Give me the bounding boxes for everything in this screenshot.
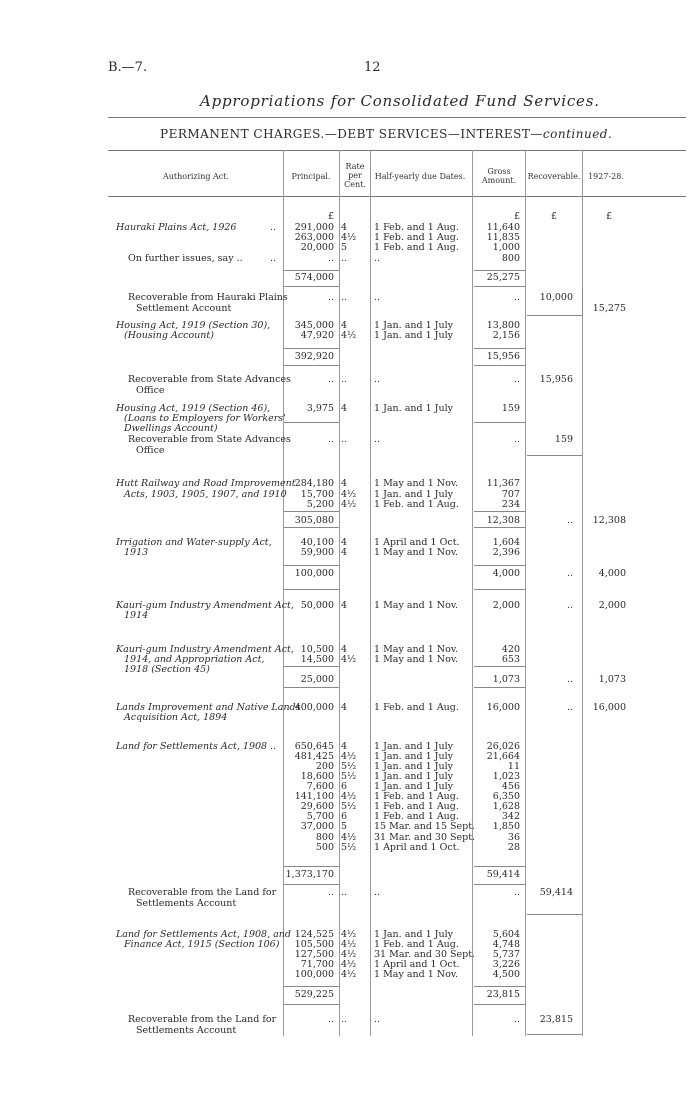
principal-cell: 59,900 (300, 547, 334, 558)
gross-cell: 23,815 (486, 989, 520, 1000)
dates-cell: 1 Feb. and 1 Aug. (374, 232, 459, 243)
principal-cell: 392,920 (294, 351, 334, 362)
gross-cell: 13,800 (486, 320, 520, 331)
gross-cell: 11 (507, 761, 520, 772)
dates-cell: 1 April and 1 Oct. (374, 537, 460, 548)
rate-cell: 4½ (341, 791, 357, 802)
principal-cell: 127,500 (294, 949, 334, 960)
recoverable-rule (527, 914, 582, 915)
gross-cell: 420 (501, 644, 520, 655)
subtotal-rule (474, 986, 525, 987)
gross-cell: 28 (507, 842, 520, 853)
dates-cell: .. (374, 374, 381, 385)
recoverable-cell: .. (566, 674, 573, 685)
col-head-recoverable: Recoverable. (527, 172, 581, 181)
act-text: Settlement Account (136, 303, 232, 314)
rate-cell: 4½ (341, 939, 357, 950)
rate-cell: 4 (341, 702, 348, 713)
col-head-act: Authorizing Act. (162, 172, 230, 181)
subtotal-rule (284, 511, 339, 512)
principal-cell: 100,000 (294, 969, 334, 980)
act-text: 1914, and Appropriation Act, (124, 654, 265, 665)
act-text: Lands Improvement and Native Lands (116, 702, 301, 713)
title-rule (108, 117, 686, 118)
subtotal-rule (474, 511, 525, 512)
principal-cell: 800 (315, 832, 334, 843)
act-text: Recoverable from the Land for (128, 887, 277, 898)
col-head-gross: Gross Amount. (481, 167, 517, 185)
dates-cell: 1 Feb. and 1 Aug. (374, 811, 459, 822)
dates-cell: 1 Jan. and 1 July (374, 320, 453, 331)
act-text: 1914 (124, 610, 149, 621)
rate-cell: .. (341, 292, 348, 303)
gross-cell: 456 (501, 781, 520, 792)
principal-cell: 7,600 (306, 781, 334, 792)
dates-cell: 1 Jan. and 1 July (374, 781, 453, 792)
principal-cell: 47,920 (300, 330, 334, 341)
col-head-principal: Principal. (291, 172, 331, 181)
dates-cell: 1 Jan. and 1 July (374, 771, 453, 782)
principal-cell: .. (327, 374, 334, 385)
subtotal-rule (474, 1004, 525, 1005)
rate-cell: 5½ (341, 761, 357, 772)
dates-cell: 1 Jan. and 1 July (374, 741, 453, 752)
rate-cell: 4½ (341, 654, 357, 665)
act-text: Settlements Account (136, 898, 237, 909)
rate-cell: 4 (341, 478, 348, 489)
rate-cell: 4½ (341, 751, 357, 762)
principal-cell: 15,700 (300, 489, 334, 500)
act-text: Kauri-gum Industry Amendment Act, (116, 600, 294, 611)
principal-cell: 5,700 (306, 811, 334, 822)
principal-cell: 5,200 (306, 499, 334, 510)
principal-cell: 25,000 (300, 674, 334, 685)
dates-cell: 1 May and 1 Nov. (374, 969, 459, 980)
gross-cell: 5,737 (492, 949, 520, 960)
rate-cell: 6 (341, 811, 348, 822)
currency-principal: £ (327, 211, 334, 222)
principal-cell: 71,700 (300, 959, 334, 970)
subtotal-rule (474, 666, 525, 667)
dates-cell: .. (374, 253, 381, 264)
gross-cell: 15,956 (486, 351, 520, 362)
gross-cell: 11,835 (486, 232, 520, 243)
dates-cell: 1 Feb. and 1 Aug. (374, 499, 459, 510)
act-text: Kauri-gum Industry Amendment Act, (116, 644, 294, 655)
dates-cell: 1 May and 1 Nov. (374, 644, 459, 655)
rate-cell: 4½ (341, 929, 357, 940)
gross-cell: 59,414 (486, 869, 520, 880)
col-head-year: 1927-28. (588, 172, 624, 181)
bracket (582, 287, 583, 315)
gross-cell: 1,628 (492, 801, 520, 812)
recoverable-rule (527, 315, 582, 316)
subtotal-rule (474, 270, 525, 271)
gross-cell: 4,748 (492, 939, 520, 950)
act-text: On further issues, say .. (128, 253, 243, 264)
act-text: Office (136, 385, 165, 396)
gross-cell: 2,156 (492, 330, 520, 341)
gross-cell: 26,026 (486, 741, 520, 752)
rate-cell: 4½ (341, 489, 357, 500)
gross-cell: 25,275 (486, 272, 520, 283)
principal-cell: 20,000 (300, 242, 334, 253)
principal-cell: 105,500 (294, 939, 334, 950)
year-cell: 15,275 (592, 303, 626, 314)
act-text: (Housing Account) (124, 330, 214, 341)
col-divider (525, 150, 526, 1036)
subtotal-rule (284, 884, 339, 885)
gross-cell: 11,367 (486, 478, 520, 489)
act-text: Land for Settlements Act, 1908, and (116, 929, 291, 940)
gross-cell: 234 (501, 499, 520, 510)
rate-cell: .. (341, 1014, 348, 1025)
subtotal-rule (474, 565, 525, 566)
principal-cell: 345,000 (294, 320, 334, 331)
act-text: Hauraki Plains Act, 1926 (116, 222, 237, 233)
principal-cell: 400,000 (294, 702, 334, 713)
subtotal-rule (474, 527, 525, 528)
act-text: 1913 (124, 547, 149, 558)
rate-cell: 4½ (341, 832, 357, 843)
rate-cell: 5½ (341, 801, 357, 812)
currency-year: £ (605, 211, 613, 222)
gross-cell: 159 (501, 403, 520, 414)
year-cell: 16,000 (592, 702, 626, 713)
rate-cell: 4 (341, 741, 348, 752)
dates-cell: .. (374, 434, 381, 445)
rate-cell: 4 (341, 600, 348, 611)
principal-cell: .. (327, 1014, 334, 1025)
rate-cell: 4 (341, 320, 348, 331)
leader-dots: .. (270, 741, 277, 752)
col-divider (370, 150, 371, 1036)
dates-cell: 1 Feb. and 1 Aug. (374, 801, 459, 812)
principal-cell: 40,100 (300, 537, 334, 548)
gross-cell: 653 (501, 654, 520, 665)
section-subtitle (160, 127, 612, 141)
principal-cell: .. (327, 434, 334, 445)
subtotal-rule (474, 286, 525, 287)
recoverable-cell: 15,956 (539, 374, 573, 385)
act-text: Recoverable from State Advances (128, 434, 291, 445)
act-text: Acts, 1903, 1905, 1907, and 1910 (124, 489, 287, 500)
rate-cell: .. (341, 434, 348, 445)
gross-cell: 1,000 (492, 242, 520, 253)
dates-cell: 1 Jan. and 1 July (374, 751, 453, 762)
subtotal-rule (284, 986, 339, 987)
rate-cell: 4½ (341, 959, 357, 970)
document-code: B.—7. (108, 60, 148, 75)
subtotal-rule (284, 866, 339, 867)
rate-cell: 4½ (341, 949, 357, 960)
act-text: 1918 (Section 45) (124, 664, 210, 675)
subtotal-rule (474, 365, 525, 366)
recoverable-cell: .. (566, 568, 573, 579)
principal-cell: .. (327, 887, 334, 898)
gross-cell: 1,023 (492, 771, 520, 782)
act-text: Acquisition Act, 1894 (124, 712, 228, 723)
rate-cell: 4 (341, 547, 348, 558)
principal-cell: 29,600 (300, 801, 334, 812)
rate-cell: 4 (341, 222, 348, 233)
principal-cell: 10,500 (300, 644, 334, 655)
recoverable-cell: 59,414 (539, 887, 573, 898)
gross-cell: 6,350 (492, 791, 520, 802)
rate-cell: 6 (341, 781, 348, 792)
principal-cell: 100,000 (294, 568, 334, 579)
recoverable-rule (527, 455, 582, 456)
year-cell: 4,000 (598, 568, 626, 579)
subtotal-rule (284, 527, 339, 528)
subtotal-rule (474, 884, 525, 885)
dates-cell: .. (374, 1014, 381, 1025)
dates-cell: 15 Mar. and 15 Sept. (374, 821, 476, 832)
principal-cell: 200 (315, 761, 334, 772)
gross-cell: 1,604 (492, 537, 520, 548)
gross-cell: 4,500 (492, 969, 520, 980)
rate-cell: .. (341, 253, 348, 264)
principal-cell: 263,000 (294, 232, 334, 243)
subtotal-rule (284, 270, 339, 271)
dates-cell: 1 Feb. and 1 Aug. (374, 222, 459, 233)
gross-cell: .. (513, 374, 520, 385)
dates-cell: 1 April and 1 Oct. (374, 959, 460, 970)
rate-cell: 5 (341, 821, 348, 832)
subtotal-rule (474, 687, 525, 688)
act-text: Recoverable from State Advances (128, 374, 291, 385)
dates-cell: 1 May and 1 Nov. (374, 654, 459, 665)
dates-cell: 1 Jan. and 1 July (374, 330, 453, 341)
gross-cell: 4,000 (492, 568, 520, 579)
dates-cell: .. (374, 887, 381, 898)
gross-cell: 3,226 (492, 959, 520, 970)
rate-cell: 4½ (341, 499, 357, 510)
dates-cell: 31 Mar. and 30 Sept. (374, 949, 476, 960)
dates-cell: 1 Jan. and 1 July (374, 929, 453, 940)
rate-cell: 4½ (341, 330, 357, 341)
dates-cell: 1 May and 1 Nov. (374, 478, 459, 489)
principal-cell: 291,000 (294, 222, 334, 233)
recoverable-cell: 10,000 (539, 292, 573, 303)
gross-cell: 342 (501, 811, 520, 822)
dates-cell: 1 May and 1 Nov. (374, 547, 459, 558)
rate-cell: 5½ (341, 842, 357, 853)
gross-cell: 21,664 (486, 751, 520, 762)
act-text: Housing Act, 1919 (Section 46), (116, 403, 271, 414)
act-text: Recoverable from the Land for (128, 1014, 277, 1025)
subtotal-rule (474, 348, 525, 349)
dates-cell: 1 Feb. and 1 Aug. (374, 702, 459, 713)
gross-cell: .. (513, 434, 520, 445)
principal-cell: 1,373,170 (285, 869, 334, 880)
rate-cell: 4½ (341, 232, 357, 243)
principal-cell: 18,600 (300, 771, 334, 782)
dates-cell: 1 Feb. and 1 Aug. (374, 242, 459, 253)
page-number: 12 (364, 60, 381, 75)
leader-dots: .. (270, 253, 277, 264)
principal-cell: 124,525 (294, 929, 334, 940)
act-text: Recoverable from Hauraki Plains (128, 292, 288, 303)
subtotal-rule (474, 866, 525, 867)
gross-cell: 707 (501, 489, 520, 500)
page-title: Appropriations for Consolidated Fund Services. (200, 92, 600, 110)
recoverable-cell: .. (566, 600, 573, 611)
subtitle-main: PERMANENT CHARGES.—DEBT SERVICES—INTEREST— (160, 127, 543, 141)
subtotal-rule (284, 565, 339, 566)
currency-gross: £ (513, 211, 520, 222)
act-text: Hutt Railway and Road Improvement (116, 478, 296, 489)
recoverable-cell: .. (566, 702, 573, 713)
col-divider (472, 150, 473, 1036)
table-top-rule (108, 150, 686, 151)
principal-cell: 305,080 (294, 515, 334, 526)
principal-cell: 50,000 (300, 600, 334, 611)
gross-cell: .. (513, 292, 520, 303)
rate-cell: 4 (341, 644, 348, 655)
year-cell: 2,000 (598, 600, 626, 611)
dates-cell: 1 Feb. and 1 Aug. (374, 791, 459, 802)
act-text: Finance Act, 1915 (Section 106) (124, 939, 280, 950)
subtotal-rule (284, 286, 339, 287)
principal-cell: 3,975 (306, 403, 334, 414)
rate-cell: 5 (341, 242, 348, 253)
rate-cell: 5½ (341, 771, 357, 782)
recoverable-cell: .. (566, 515, 573, 526)
act-text: Office (136, 445, 165, 456)
table-header-rule (108, 196, 686, 197)
rate-cell: .. (341, 374, 348, 385)
gross-cell: 800 (501, 253, 520, 264)
recoverable-rule (527, 1034, 582, 1035)
year-cell: 12,308 (592, 515, 626, 526)
gross-cell: 2,396 (492, 547, 520, 558)
principal-cell: 500 (315, 842, 334, 853)
currency-recoverable: £ (550, 211, 558, 222)
rate-cell: .. (341, 887, 348, 898)
dates-cell: .. (374, 292, 381, 303)
act-text: Housing Act, 1919 (Section 30), (116, 320, 271, 331)
recoverable-cell: 159 (554, 434, 573, 445)
gross-cell: .. (513, 1014, 520, 1025)
gross-cell: 5,604 (492, 929, 520, 940)
gross-cell: 36 (507, 832, 520, 843)
principal-cell: 650,645 (294, 741, 334, 752)
dates-cell: 1 Feb. and 1 Aug. (374, 939, 459, 950)
principal-cell: .. (327, 292, 334, 303)
subtotal-rule (284, 348, 339, 349)
subtotal-rule (284, 589, 339, 590)
col-divider (339, 150, 340, 1036)
act-text: Irrigation and Water-supply Act, (116, 537, 272, 548)
act-text: (Loans to Employers for Workers' (124, 413, 286, 424)
dates-cell: 1 Jan. and 1 July (374, 761, 453, 772)
subtotal-rule (284, 687, 339, 688)
col-divider (582, 150, 583, 1036)
dates-cell: 1 Jan. and 1 July (374, 489, 453, 500)
gross-cell: 11,640 (486, 222, 520, 233)
dates-cell: 1 Jan. and 1 July (374, 403, 453, 414)
gross-cell: 1,850 (492, 821, 520, 832)
dates-cell: 1 April and 1 Oct. (374, 842, 460, 853)
subtotal-rule (474, 422, 525, 423)
principal-cell: 574,000 (294, 272, 334, 283)
principal-cell: 284,180 (294, 478, 334, 489)
subtotal-rule (284, 422, 339, 423)
principal-cell: .. (327, 253, 334, 264)
dates-cell: 31 Mar. and 30 Sept. (374, 832, 476, 843)
gross-cell: 16,000 (486, 702, 520, 713)
subtotal-rule (284, 1004, 339, 1005)
col-head-rate: Rate per Cent. (344, 162, 366, 189)
dates-cell: 1 May and 1 Nov. (374, 600, 459, 611)
gross-cell: .. (513, 887, 520, 898)
gross-cell: 12,308 (486, 515, 520, 526)
leader-dots: .. (270, 222, 277, 233)
principal-cell: 529,225 (294, 989, 334, 1000)
principal-cell: 481,425 (294, 751, 334, 762)
principal-cell: 141,100 (294, 791, 334, 802)
subtitle-continued: continued. (542, 127, 613, 141)
rate-cell: 4 (341, 403, 348, 414)
gross-cell: 1,073 (492, 674, 520, 685)
subtotal-rule (284, 666, 339, 667)
act-text: Settlements Account (136, 1025, 237, 1036)
gross-cell: 2,000 (492, 600, 520, 611)
rate-cell: 4½ (341, 969, 357, 980)
recoverable-cell: 23,815 (539, 1014, 573, 1025)
year-cell: 1,073 (598, 674, 626, 685)
col-head-dates: Half-yearly due Dates. (374, 172, 466, 181)
rate-cell: 4 (341, 537, 348, 548)
act-text: Land for Settlements Act, 1908 (116, 741, 268, 752)
principal-cell: 14,500 (300, 654, 334, 665)
subtotal-rule (474, 589, 525, 590)
principal-cell: 37,000 (300, 821, 334, 832)
subtotal-rule (284, 365, 339, 366)
act-text: Dwellings Account) (124, 423, 218, 434)
